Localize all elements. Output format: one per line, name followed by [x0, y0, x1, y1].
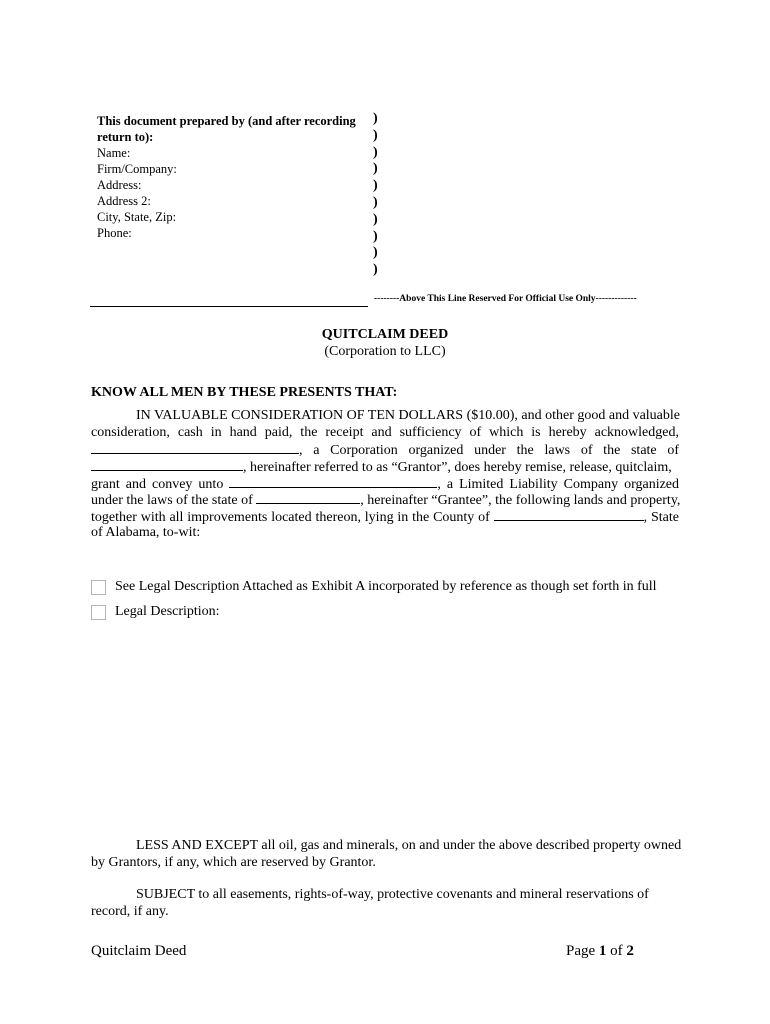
grantor-state-blank[interactable]	[91, 458, 243, 471]
paragraph-line: of Alabama, to-wit:	[91, 524, 201, 540]
exhibit-a-option[interactable]	[91, 579, 657, 595]
paren-glyph: )	[373, 245, 378, 261]
county-blank[interactable]	[494, 508, 644, 521]
paragraph-line: IN VALUABLE CONSIDERATION OF TEN DOLLARS ($10.00), and other good and valuable	[136, 408, 681, 423]
exhibit-a-checkbox[interactable]	[91, 580, 106, 595]
subject-to-paragraph	[91, 886, 679, 919]
paragraph-line: LESS AND EXCEPT all oil, gas and minerals, on and under the above described property owned	[136, 838, 682, 853]
paren-glyph: )	[373, 194, 378, 210]
legal-description-option[interactable]	[91, 604, 220, 620]
paren-glyph: )	[373, 178, 378, 194]
consideration-paragraph	[91, 408, 679, 542]
paren-glyph: )	[373, 161, 378, 177]
paren-glyph: )	[373, 262, 378, 278]
paragraph-line: , hereinafter referred to as “Grantor”, does hereby remise, release, quitclaim,	[91, 458, 679, 475]
paren-glyph: )	[373, 228, 378, 244]
legal-description-label: Legal Description:	[115, 604, 220, 619]
paragraph-line: by Grantors, if any, which are reserved by Grantor.	[91, 854, 376, 870]
city-state-zip-label: City, State, Zip:	[97, 210, 177, 224]
firm-company-label: Firm/Company:	[97, 162, 177, 176]
phone-label: Phone:	[97, 226, 132, 240]
footer-document-name: Quitclaim Deed	[91, 943, 187, 959]
prepared-by-heading-line2: return to):	[97, 130, 154, 144]
grantor-name-blank[interactable]	[91, 441, 299, 454]
bracket-column	[373, 111, 378, 279]
recording-divider-line	[90, 306, 368, 307]
paragraph-line: under the laws of the state of , hereinafter “Grantee”, the following lands and property,	[91, 493, 681, 509]
prepared-by-block	[97, 113, 367, 241]
paragraph-line: grant and convey unto , a Limited Liability Company organized	[91, 476, 680, 492]
grantee-state-blank[interactable]	[256, 491, 360, 504]
address2-label: Address 2:	[97, 194, 151, 208]
paren-glyph: )	[373, 111, 378, 126]
paren-glyph: )	[373, 211, 378, 227]
know-all-men-heading: KNOW ALL MEN BY THESE PRESENTS THAT:	[91, 385, 398, 400]
paren-glyph: )	[373, 127, 378, 143]
paragraph-line: together with all improvements located thereon, lying in the County of , State	[91, 510, 679, 526]
paragraph-line: record, if any.	[91, 903, 169, 919]
footer-page-number	[566, 943, 634, 960]
document-subtitle: (Corporation to LLC)	[324, 344, 446, 359]
paren-glyph: )	[373, 144, 378, 160]
name-label: Name:	[97, 146, 131, 160]
paragraph-line: , a Corporation organized under the laws of the state of	[91, 441, 679, 458]
legal-description-checkbox[interactable]	[91, 605, 106, 620]
paragraph-line: consideration, cash in hand paid, the receipt and sufficiency of which is hereby acknowledged,	[91, 424, 679, 440]
paragraph-line: SUBJECT to all easements, rights-of-way, protective covenants and mineral reservations of	[136, 887, 649, 902]
of-word: of	[610, 943, 623, 959]
official-use-notice: --------Above This Line Reserved For Official Use Only-------------	[374, 294, 637, 304]
page-current: 1	[598, 943, 607, 959]
grantee-name-blank[interactable]	[229, 475, 437, 488]
prepared-by-heading-line1: This document prepared by (and after recording	[97, 114, 356, 128]
address-label: Address:	[97, 178, 142, 192]
page-word: Page	[566, 943, 596, 959]
exhibit-a-label: See Legal Description Attached as Exhibit A incorporated by reference as though set forth in full	[115, 579, 657, 594]
less-and-except-paragraph	[91, 837, 682, 870]
page-total: 2	[626, 943, 634, 959]
document-title: QUITCLAIM DEED	[321, 327, 449, 342]
